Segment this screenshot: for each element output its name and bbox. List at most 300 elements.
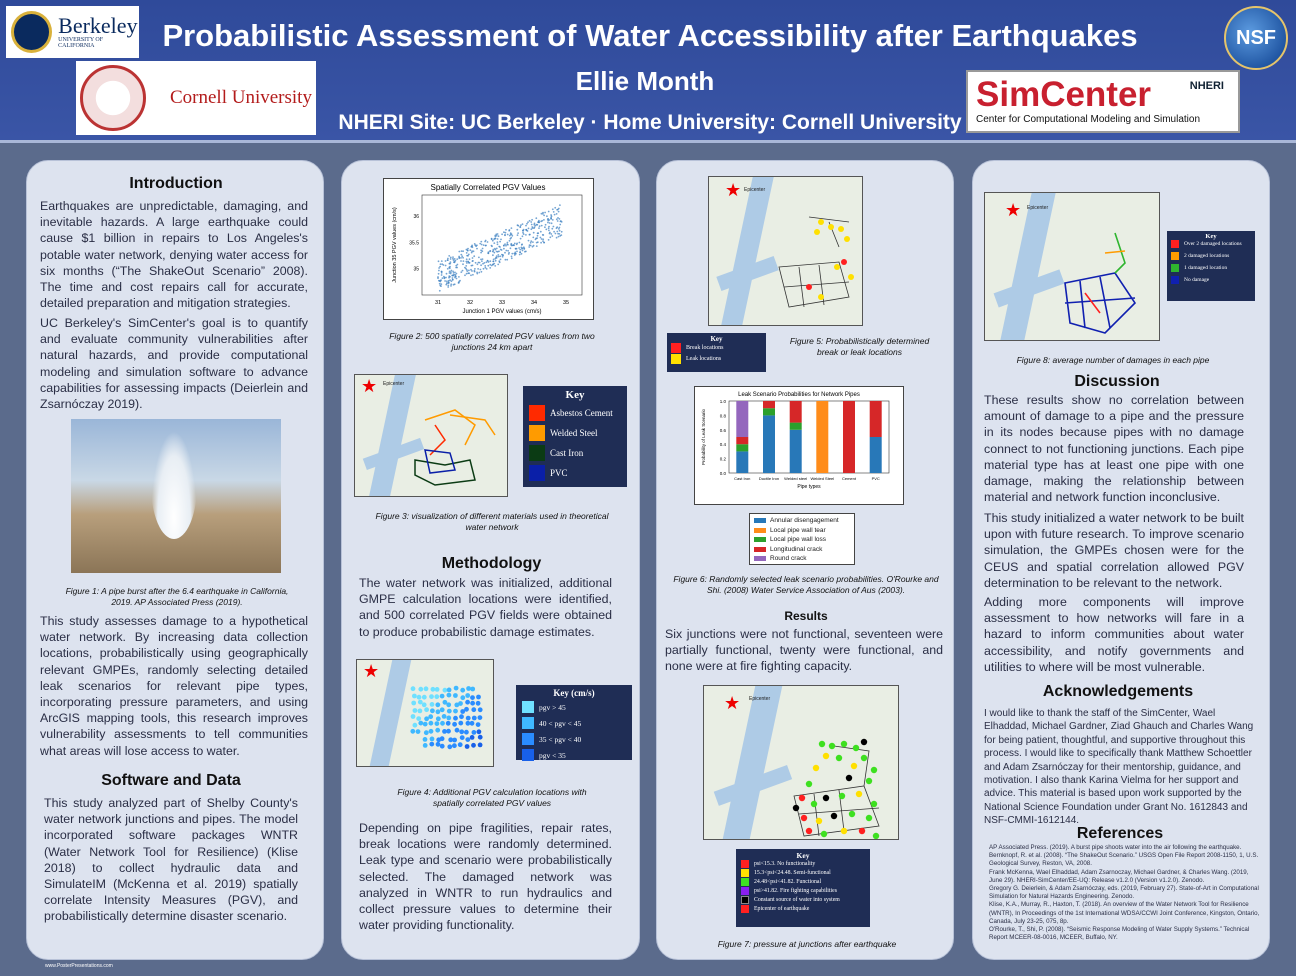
epicenter-star-icon: ★ [1005, 200, 1022, 220]
y-tick-label: 36 [413, 214, 419, 221]
scatter-point [468, 270, 470, 272]
scatter-point [554, 207, 556, 209]
scatter-point [556, 231, 558, 233]
scatter-point [452, 256, 454, 258]
references-list [989, 844, 1263, 942]
junction-pressure-point [823, 795, 829, 801]
pgv-location-point [458, 721, 463, 726]
key-swatch-icon [741, 860, 749, 868]
pgv-location-point [428, 714, 433, 719]
scatter-point [520, 224, 522, 226]
scatter-point [441, 263, 443, 265]
junction-pressure-point [873, 833, 879, 839]
junction-pressure-point [841, 741, 847, 747]
key-item [741, 887, 865, 895]
scatter-point [445, 284, 447, 286]
scatter-point [530, 242, 532, 244]
scatter-point [551, 215, 553, 217]
scatter-point [471, 245, 473, 247]
scatter-point [472, 274, 474, 276]
pgv-location-point [447, 744, 452, 749]
methodology-paragraph-1: The water network was initialized, additional GMPE calculation locations were identified, and 500 correlated PGV fields were obtained to produce probabilistic damage estimates. [359, 576, 612, 639]
epicenter-label: Epicenter [749, 696, 771, 702]
bar-segment [736, 437, 748, 444]
pgv-location-point [453, 709, 458, 714]
scatter-point [447, 285, 449, 287]
bar-segment [870, 401, 882, 437]
key-label: Cast Iron [550, 448, 584, 458]
pgv-location-point [465, 737, 470, 742]
scatter-point [492, 251, 494, 253]
berkeley-wordmark: Berkeley [58, 13, 138, 38]
x-tick-label: 31 [434, 300, 442, 306]
scatter-point [451, 270, 453, 272]
bar-segment [790, 401, 802, 423]
scatter-point [549, 236, 551, 238]
y-axis-label: Junction 35 PGV values (cm/s) [392, 207, 398, 283]
scatter-point [440, 280, 442, 282]
junction-pressure-point [816, 818, 822, 824]
pgv-location-point [417, 695, 422, 700]
scatter-point [545, 229, 547, 231]
scatter-point [506, 243, 508, 245]
scatter-point [499, 246, 501, 248]
scatter-point [468, 272, 470, 274]
pgv-location-point [436, 742, 441, 747]
scatter-point [449, 263, 451, 265]
scatter-point [547, 222, 549, 224]
scatter-point [451, 280, 453, 282]
scatter-point [496, 251, 498, 253]
scatter-point [561, 231, 563, 233]
pgv-location-point [465, 744, 470, 749]
scatter-point [556, 213, 558, 215]
bar-segment [736, 401, 748, 437]
scatter-point [485, 267, 487, 269]
scatter-point [548, 211, 550, 213]
pgv-location-point [478, 743, 483, 748]
scatter-point [481, 260, 483, 262]
pgv-location-point [476, 695, 481, 700]
results-paragraph: Six junctions were not functional, seventeen were partially functional, twenty were functional, and none were at fire fighting capacity. [665, 627, 943, 674]
scatter-point [462, 263, 464, 265]
scatter-point [537, 235, 539, 237]
key-label: Constant source of water into system [754, 897, 840, 903]
scatter-point [522, 223, 524, 225]
pgv-location-point [418, 709, 423, 714]
y-tick-label: 0.4 [719, 442, 726, 448]
key-label: Over 2 damaged locations [1184, 241, 1242, 247]
scatter-point [458, 282, 460, 284]
discussion-heading: Discussion [1074, 373, 1160, 390]
scatter-point [466, 252, 468, 254]
pgv-location-point [478, 707, 483, 712]
figure-4-map [356, 659, 494, 767]
scatter-point [440, 283, 442, 285]
scatter-point [489, 267, 491, 269]
key-item [741, 878, 865, 886]
scatter-point [480, 264, 482, 266]
scatter-point [557, 217, 559, 219]
x-tick-label: Welded Steel [810, 476, 835, 481]
scatter-point [477, 263, 479, 265]
key-title: Key [796, 851, 810, 860]
pgv-location-point [471, 707, 476, 712]
scatter-point [467, 248, 469, 250]
scatter-point [480, 252, 482, 254]
legend-swatch-icon [754, 547, 766, 552]
figure-7-key [736, 849, 870, 927]
junction-pressure-point [849, 811, 855, 817]
x-axis-label: Pipe types [797, 484, 821, 490]
scatter-point [487, 241, 489, 243]
key-swatch-icon [1171, 252, 1179, 260]
key-label: 40 < pgv < 45 [539, 718, 582, 728]
scatter-point [462, 250, 464, 252]
legend-swatch-icon [754, 518, 766, 523]
column-1 [26, 160, 324, 960]
pgv-location-point [470, 687, 475, 692]
scatter-point [509, 238, 511, 240]
key-item [529, 445, 621, 461]
scatter-point [516, 243, 518, 245]
key-swatch-icon [671, 354, 681, 364]
scatter-point [472, 265, 474, 267]
scatter-point [437, 277, 439, 279]
scatter-point [532, 241, 534, 243]
scatter-point [465, 268, 467, 270]
epicenter-star-icon: ★ [361, 376, 378, 396]
scatter-point [468, 262, 470, 264]
scatter-point [470, 274, 472, 276]
scatter-point [466, 258, 468, 260]
y-tick-label: 0.6 [719, 427, 726, 433]
scatter-point [496, 255, 498, 257]
scatter-point [542, 234, 544, 236]
scatter-point [509, 229, 511, 231]
scatter-point [556, 218, 558, 220]
scatter-point [461, 250, 463, 252]
scatter-point [523, 233, 525, 235]
scatter-point [504, 252, 506, 254]
key-swatch-icon [522, 717, 534, 729]
y-tick-label: 0.8 [719, 413, 726, 419]
pgv-location-point [471, 743, 476, 748]
pgv-location-point [423, 743, 428, 748]
scatter-point [457, 264, 459, 266]
junction-pressure-point [806, 828, 812, 834]
pgv-location-point [436, 709, 441, 714]
junction-pressure-point [866, 778, 872, 784]
pgv-location-point [423, 722, 428, 727]
pgv-location-point [446, 721, 451, 726]
key-swatch-icon [529, 445, 545, 461]
figure-4-caption: Figure 4: Additional PGV calculation locations with spatially correlated PGV values [397, 787, 587, 808]
key-item [522, 733, 626, 745]
scatter-point [500, 239, 502, 241]
berkeley-seal-icon [11, 11, 52, 53]
pgv-location-point [429, 694, 434, 699]
scatter-point [514, 243, 516, 245]
scatter-point [497, 243, 499, 245]
pgv-location-point [429, 721, 434, 726]
key-item [741, 869, 865, 877]
pgv-location-point [466, 721, 471, 726]
scatter-point [531, 226, 533, 228]
scatter-point [472, 257, 474, 259]
junction-pressure-point [801, 815, 807, 821]
key-swatch-icon [741, 905, 749, 913]
junction-pressure-point [851, 763, 857, 769]
bar-segment [790, 423, 802, 430]
scatter-point [446, 273, 448, 275]
junction-pressure-point [846, 775, 852, 781]
scatter-point [497, 264, 499, 266]
scatter-point [508, 253, 510, 255]
pgv-location-point [424, 716, 429, 721]
scatter-point [489, 250, 491, 252]
scatter-point [444, 280, 446, 282]
scatter-point [556, 227, 558, 229]
pgv-location-point [447, 709, 452, 714]
figure-3-map [354, 374, 508, 497]
scatter-point [458, 257, 460, 259]
scatter-point [501, 233, 503, 235]
scatter-point [537, 241, 539, 243]
pgv-location-point [453, 693, 458, 698]
scatter-point [495, 249, 497, 251]
junction-pressure-point [823, 753, 829, 759]
pgv-location-point [476, 701, 481, 706]
scatter-point [519, 242, 521, 244]
figure-3-key [523, 386, 627, 487]
pgv-location-point [411, 701, 416, 706]
scatter-point [439, 266, 441, 268]
scatter-point [449, 276, 451, 278]
key-swatch-icon [671, 343, 681, 353]
pgv-location-point [418, 700, 423, 705]
scatter-point [509, 240, 511, 242]
scatter-point [449, 271, 451, 273]
scatter-point [474, 243, 476, 245]
junction-pressure-point [806, 781, 812, 787]
bar-segment [790, 430, 802, 473]
figure-2-scatter [383, 178, 594, 320]
scatter-point [520, 238, 522, 240]
scatter-point [554, 214, 556, 216]
scatter-point [548, 230, 550, 232]
scatter-point [489, 260, 491, 262]
key-label: 1 damaged location [1184, 265, 1228, 271]
scatter-point [503, 231, 505, 233]
scatter-point [469, 258, 471, 260]
scatter-point [484, 262, 486, 264]
scatter-point [511, 253, 513, 255]
pgv-location-point [478, 715, 483, 720]
scatter-point [560, 234, 562, 236]
scatter-point [542, 213, 544, 215]
pgv-location-point [410, 729, 415, 734]
scatter-point [552, 208, 554, 210]
key-label: 15.3<psi<24.48. Semi-functional [754, 870, 831, 876]
key-item [741, 896, 865, 904]
scatter-point [465, 265, 467, 267]
pgv-location-point [435, 687, 440, 692]
intro-paragraph-3: This study assesses damage to a hypothetical water network. By increasing data collection locations, probabilistically using geographically relevant GMPEs, randomly selecting detailed leak scenarios for relevant pipe types, incorporating pressure parameters, and using ArcGIS mapping tools, this research improves vulnerability assessments to tell communities what areas will lose access to water. [40, 614, 308, 758]
scatter-point [548, 227, 550, 229]
key-item [522, 701, 626, 713]
nsf-logo: NSF [1224, 6, 1288, 70]
pgv-location-point [440, 694, 445, 699]
scatter-point [525, 234, 527, 236]
scatter-point [528, 228, 530, 230]
scatter-point [504, 234, 506, 236]
key-swatch-icon [522, 749, 534, 761]
pgv-location-point [413, 723, 418, 728]
column-3 [656, 160, 954, 960]
junction-pressure-point [836, 755, 842, 761]
key-item [1171, 240, 1251, 248]
figure-1-caption: Figure 1: A pipe burst after the 6.4 earthquake in California, 2019. AP Associated Press (2019). [65, 586, 289, 607]
key-swatch-icon [1171, 240, 1179, 248]
scatter-point [482, 248, 484, 250]
scatter-point [458, 276, 460, 278]
scatter-point [491, 265, 493, 267]
intro-paragraph-1: Earthquakes are unpredictable, damaging, and inevitable hazards. A large earthquake could cause $1 billion in repairs to Los Angeles's potable water network, denying water access for six months (“The ShakeOut Scenario” 2008). The time and cost repairs call for accurate, detailed preparation and mitigation strategies. [40, 199, 308, 311]
epicenter-star-icon: ★ [724, 693, 741, 713]
junction-pressure-point [853, 745, 859, 751]
scatter-point [548, 239, 550, 241]
key-swatch-icon [1171, 276, 1179, 284]
scatter-point [438, 270, 440, 272]
cornell-seal-icon [80, 65, 146, 131]
scatter-point [487, 265, 489, 267]
scatter-point [472, 260, 474, 262]
pgv-location-point [430, 737, 435, 742]
scatter-point [556, 237, 558, 239]
figure-8-key [1167, 231, 1255, 301]
scatter-point [531, 219, 533, 221]
junction-pressure-point [831, 813, 837, 819]
scatter-point [539, 225, 541, 227]
scatter-point [444, 277, 446, 279]
scatter-point [460, 271, 462, 273]
scatter-point [559, 204, 561, 206]
scatter-point [438, 260, 440, 262]
pgv-location-point [454, 686, 459, 691]
discussion-paragraph-2: This study initialized a water network to be built upon with future research. To improve scenario simulation, the GMPEs chosen were for the CEUS and spatial correlation allowed PGV determination to be relevant to the network. [984, 511, 1244, 590]
scatter-point [532, 237, 534, 239]
scatter-point [469, 249, 471, 251]
scatter-point [511, 233, 513, 235]
scatter-point [509, 235, 511, 237]
junction-pressure-point [799, 795, 805, 801]
legend-item [754, 545, 850, 555]
bar-segment [843, 401, 855, 473]
bar-segment [763, 401, 775, 408]
scatter-point [545, 224, 547, 226]
scatter-point [476, 272, 478, 274]
scatter-point [460, 254, 462, 256]
figure-2-caption: Figure 2: 500 spatially correlated PGV values from two junctions 24 km apart [389, 331, 595, 352]
key-swatch-icon [741, 887, 749, 895]
pgv-location-point [459, 729, 464, 734]
scatter-point [449, 272, 451, 274]
scatter-point [474, 270, 476, 272]
scatter-point [447, 268, 449, 270]
scatter-point [552, 219, 554, 221]
scatter-point [446, 280, 448, 282]
scatter-point [525, 225, 527, 227]
scatter-point [468, 254, 470, 256]
scatter-point [518, 247, 520, 249]
scatter-point [530, 240, 532, 242]
column-2 [341, 160, 640, 960]
scatter-point [533, 232, 535, 234]
figure-5-map [708, 176, 863, 326]
junction-pressure-point [839, 793, 845, 799]
scatter-point [456, 258, 458, 260]
pgv-location-point [431, 687, 436, 692]
scatter-point [475, 262, 477, 264]
scatter-point [530, 228, 532, 230]
pgv-location-point [436, 716, 441, 721]
scatter-point [439, 290, 441, 292]
pgv-location-point [447, 693, 452, 698]
scatter-point [495, 238, 497, 240]
pgv-location-point [423, 737, 428, 742]
scatter-point [453, 284, 455, 286]
pgv-location-point [470, 735, 475, 740]
scatter-point [454, 258, 456, 260]
figure-5-key [667, 333, 766, 372]
key-title: Key (cm/s) [553, 688, 595, 698]
junction-pressure-point [866, 815, 872, 821]
scatter-point [507, 250, 509, 252]
scatter-point [541, 225, 543, 227]
key-swatch-icon [529, 465, 545, 481]
scatter-point [479, 262, 481, 264]
x-tick-label: Cast Iron [734, 476, 751, 481]
scatter-point [483, 244, 485, 246]
junction-pressure-point [871, 801, 877, 807]
scatter-point [521, 253, 523, 255]
scatter-point [522, 230, 524, 232]
scatter-point [524, 251, 526, 253]
pgv-location-point [446, 729, 451, 734]
references-heading: References [1076, 825, 1164, 842]
scatter-point [503, 248, 505, 250]
scatter-point [544, 212, 546, 214]
scatter-point [496, 248, 498, 250]
scatter-point [501, 249, 503, 251]
scatter-point [450, 283, 452, 285]
scatter-point [540, 237, 542, 239]
scatter-point [498, 250, 500, 252]
pgv-location-point [465, 693, 470, 698]
scatter-point [516, 251, 518, 253]
scatter-point [548, 226, 550, 228]
key-label: Break locations [686, 345, 724, 351]
key-label: 35 < pgv < 40 [539, 734, 582, 744]
scatter-point [510, 243, 512, 245]
pgv-location-point [440, 736, 445, 741]
scatter-point [517, 225, 519, 227]
junction-pressure-point [841, 828, 847, 834]
scatter-point [546, 215, 548, 217]
scatter-point [479, 243, 481, 245]
scatter-point [492, 240, 494, 242]
